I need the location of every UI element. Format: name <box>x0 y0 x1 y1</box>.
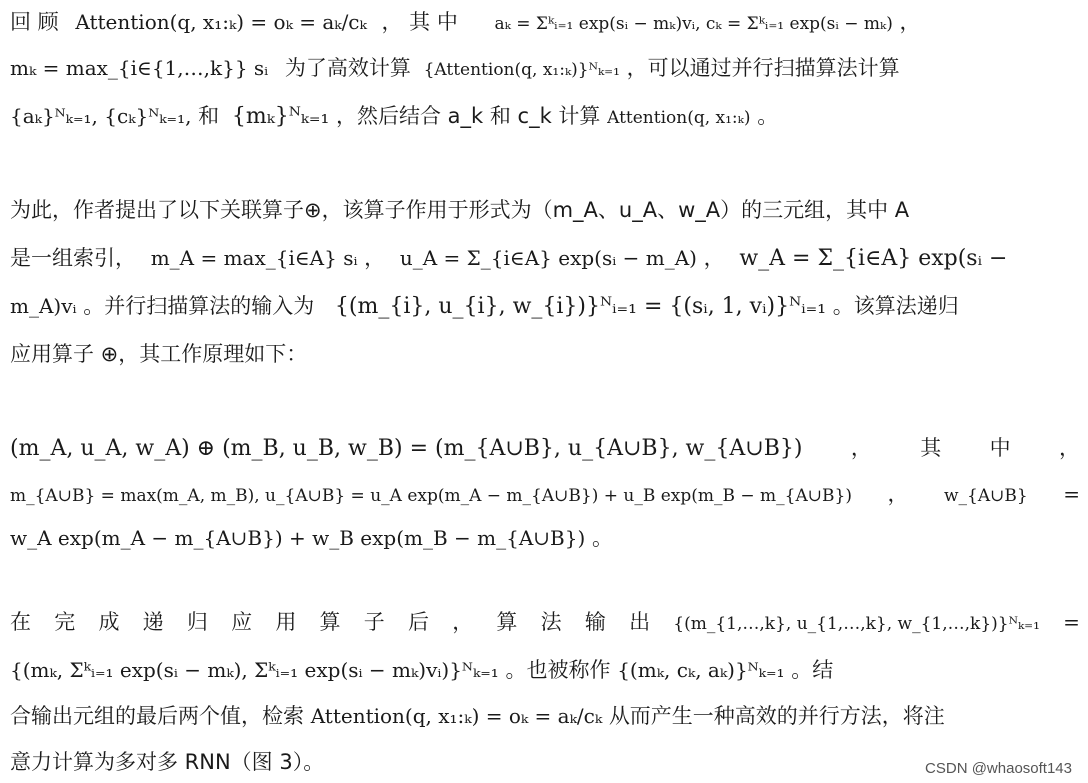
p2-line4 <box>10 334 1080 374</box>
p4-l1-word: 算 <box>319 610 341 634</box>
p3-l2-math-b: w_{A∪B} <box>944 486 1028 506</box>
p3-l1-text-d: ， <box>1058 436 1080 460</box>
p4-l1-word: 归 <box>186 610 208 634</box>
p4-l3-text-b: 从而产生一种高效的并行方法，将注 <box>608 704 945 728</box>
p4-line3 <box>10 696 1080 736</box>
p2-l4-text: 应用算子 ⊕，其工作原理如下： <box>10 342 308 366</box>
p2-l2-math-a: m_A = max_{i∈A} sᵢ <box>150 246 358 270</box>
p3-line2 <box>10 474 1080 516</box>
p4-l2-text-b: 。结 <box>791 658 834 682</box>
p1-l1-math-b: aₖ = Σᵏᵢ₌₁ exp(sᵢ − mₖ)vᵢ, cₖ = Σᵏᵢ₌₁ exp(sᵢ − mₖ) <box>494 14 893 34</box>
p2-line2 <box>10 238 1080 279</box>
p2-l2-text-a: 是一组索引， <box>10 246 136 270</box>
p1-l2-text-b: ，可以通过并行扫描算法计算 <box>626 56 900 80</box>
p4-l1-word: 在 <box>10 610 31 634</box>
p1-l3-text-a: 和 <box>198 104 220 128</box>
p3-l2-math-c: = <box>1063 482 1080 506</box>
p4-l1-word: 算 <box>496 610 518 634</box>
p1-l2-text-a: 为了高效计算 <box>284 56 411 80</box>
p3-line3 <box>10 518 1080 558</box>
p1-l3-math-b: {mₖ}ᴺₖ₌₁ <box>231 104 330 129</box>
p4-l4-text: 意力计算为多对多 RNN（图 3）。 <box>10 750 325 774</box>
p1-l1-math-a: Attention(q, x₁:ₖ) = oₖ = aₖ/cₖ <box>75 10 367 34</box>
p1-l3-text-b: ，然后结合 a_k 和 c_k 计算 <box>335 104 601 128</box>
p3-l1-text-c: 中 <box>989 436 1011 460</box>
p4-l1-word: 成 <box>98 610 120 634</box>
p2-l3-math-b: {(m_{i}, u_{i}, w_{i})}ᴺᵢ₌₁ = {(sᵢ, 1, vᵢ)}ᴺᵢ₌₁ <box>334 294 827 319</box>
p1-line1 <box>10 2 1080 44</box>
p1-l2-math-b: {Attention(q, x₁:ₖ)}ᴺₖ₌₁ <box>423 60 620 80</box>
p3-l1-text-b: 其 <box>920 436 942 460</box>
p4-l1-word: 用 <box>275 610 297 634</box>
p3-l1-math: (m_A, u_A, w_A) ⊕ (m_B, u_B, w_B) = (m_{A∪B}, u_{A∪B}, w_{A∪B}) <box>10 436 803 461</box>
p2-l1-text: 为此，作者提出了以下关联算子⊕，该算子作用于形式为（m_A、u_A、w_A）的三元组，其中 A <box>10 198 910 222</box>
p4-l1-math-a: {(m_{1,…,k}, u_{1,…,k}, w_{1,…,k})}ᴺₖ₌₁ <box>673 614 1040 634</box>
p1-line2 <box>10 48 1080 90</box>
p4-l2-math-a: {(mₖ, Σᵏᵢ₌₁ exp(sᵢ − mₖ), Σᵏᵢ₌₁ exp(sᵢ − mₖ)vᵢ)}ᴺₖ₌₁ <box>10 658 499 682</box>
p3-l2-math-a: m_{A∪B} = max(m_A, m_B), u_{A∪B} = u_A exp(m_A − m_{A∪B}) + u_B exp(m_B − m_{A∪B}) <box>10 486 852 506</box>
p3-line1 <box>10 428 1080 469</box>
p4-l1-word: 后 <box>407 610 429 634</box>
p4-l1-word: ， <box>452 610 474 634</box>
p2-l2-math-b: u_A = Σ_{i∈A} exp(sᵢ − m_A) <box>399 246 697 270</box>
p4-l1-word: 出 <box>629 610 651 634</box>
p2-l2-math-c: w_A = Σ_{i∈A} exp(sᵢ − <box>739 246 1008 271</box>
p4-l1-word: 法 <box>540 610 562 634</box>
p3-l3-math: w_A exp(m_A − m_{A∪B}) + w_B exp(m_B − m_{A∪B}) <box>10 526 586 550</box>
p1-l1-text-c: ， <box>899 10 921 34</box>
p2-l3-text-b: 。该算法递归 <box>832 294 959 318</box>
p3-l1-text-a: ， <box>850 436 872 460</box>
p1-l3-text-c: 。 <box>757 104 779 128</box>
p3-l3-text: 。 <box>591 526 613 550</box>
p2-l3-math-a: m_A)vᵢ <box>10 294 77 318</box>
p4-line4 <box>10 742 1080 782</box>
csdn-watermark: CSDN @whaosoft143 <box>925 760 1072 777</box>
p4-line1 <box>10 602 1080 644</box>
p2-l2-text-b: ， <box>364 246 386 270</box>
p4-l1-word: 输 <box>584 610 606 634</box>
p1-l1-text-b: ， 其 中 <box>381 10 458 34</box>
p4-l2-text-a: 。也被称作 <box>505 658 611 682</box>
p1-l3-math-c: Attention(q, x₁:ₖ) <box>607 108 751 128</box>
p2-l3-text-a: 。并行扫描算法的输入为 <box>83 294 315 318</box>
p1-l1-text-a: 回 顾 <box>10 10 59 34</box>
p4-l1-word: 递 <box>142 610 164 634</box>
p4-l2-math-b: {(mₖ, cₖ, aₖ)}ᴺₖ₌₁ <box>617 658 785 682</box>
p2-l2-text-c: ， <box>703 246 725 270</box>
p2-line3 <box>10 286 1080 327</box>
p4-l3-math-a: Attention(q, x₁:ₖ) = oₖ = aₖ/cₖ <box>310 704 603 728</box>
p4-l1-word: 应 <box>231 610 253 634</box>
p1-l2-math-a: mₖ = max_{i∈{1,…,k}} sᵢ <box>10 56 269 80</box>
p4-line2 <box>10 650 1080 690</box>
p1-line3 <box>10 96 1080 138</box>
p2-line1 <box>10 190 1080 230</box>
p4-l3-text-a: 合输出元组的最后两个值，检索 <box>10 704 304 728</box>
p4-l1-word: 子 <box>363 610 385 634</box>
p4-l1-math-b: = <box>1063 610 1080 634</box>
p1-l3-math-a: {aₖ}ᴺₖ₌₁, {cₖ}ᴺₖ₌₁, <box>10 104 192 128</box>
p4-l1-word: 完 <box>54 610 76 634</box>
p3-l2-text-a: ， <box>887 482 909 506</box>
